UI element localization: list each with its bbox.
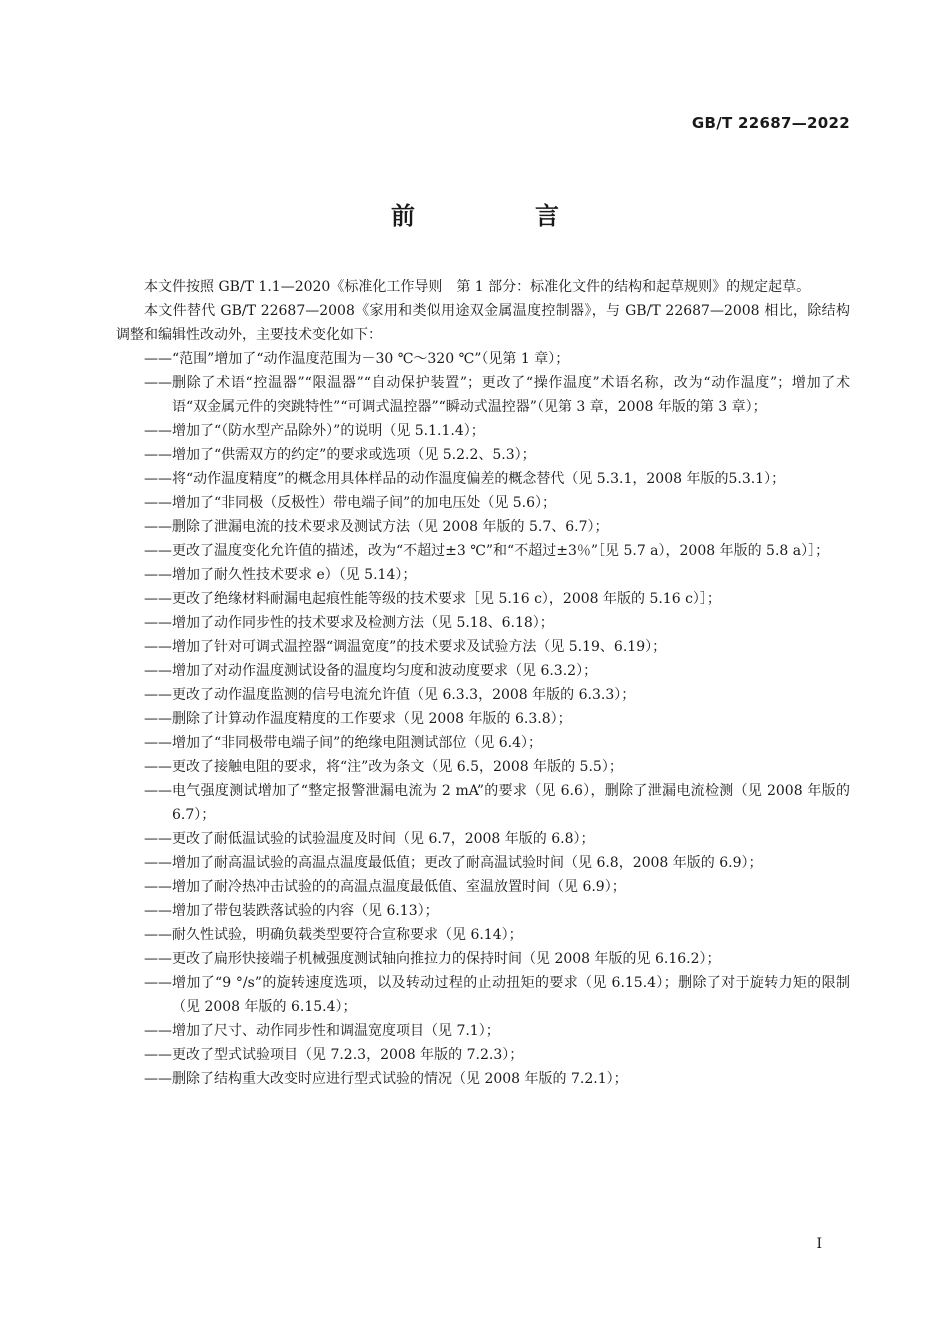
list-dash: —— — [144, 903, 172, 919]
change-item — [116, 419, 850, 443]
change-item — [116, 635, 850, 659]
change-item — [116, 1043, 850, 1067]
list-dash: —— — [144, 711, 172, 727]
change-item — [116, 851, 850, 875]
change-item-text: 更改了绝缘材料耐漏电起痕性能等级的技术要求［见 5.16 c），2008 年版的 5.16 c）］； — [172, 591, 721, 607]
change-item — [116, 371, 850, 419]
change-item-text: 将“动作温度精度”的概念用具体样品的动作温度偏差的概念替代（见 5.3.1，2008 年版的5.3.1）； — [172, 471, 786, 487]
change-item-text: 增加了“供需双方的约定”的要求或选项（见 5.2.2、5.3）； — [172, 447, 536, 463]
change-item-text: 增加了带包装跌落试验的内容（见 6.13）； — [172, 903, 439, 919]
change-item-text: 增加了耐高温试验的高温点温度最低值；更改了耐高温试验时间（见 6.8，2008 年版的 6.9）； — [172, 855, 763, 871]
change-item-text: 增加了尺寸、动作同步性和调温宽度项目（见 7.1）； — [172, 1023, 500, 1039]
list-dash: —— — [144, 447, 172, 463]
change-item-text: 电气强度测试增加了“整定报警泄漏电流为 2 mA”的要求（见 6.6），删除了泄漏电流检测（见 2008 年版的 6.7）； — [172, 783, 850, 823]
change-item — [116, 611, 850, 635]
change-item — [116, 731, 850, 755]
list-dash: —— — [144, 591, 172, 607]
change-item — [116, 491, 850, 515]
list-dash: —— — [144, 351, 172, 367]
list-dash: —— — [144, 879, 172, 895]
list-dash: —— — [144, 519, 172, 535]
list-dash: —— — [144, 495, 172, 511]
change-item-text: 更改了耐低温试验的试验温度及时间（见 6.7，2008 年版的 6.8）； — [172, 831, 595, 847]
change-item-text: 更改了动作温度监测的信号电流允许值（见 6.3.3，2008 年版的 6.3.3）； — [172, 687, 636, 703]
list-dash: —— — [144, 375, 172, 391]
change-item — [116, 875, 850, 899]
change-item — [116, 923, 850, 947]
change-item-text: 增加了动作同步性的技术要求及检测方法（见 5.18、6.18）； — [172, 615, 554, 631]
change-item — [116, 899, 850, 923]
list-dash: —— — [144, 735, 172, 751]
list-dash: —— — [144, 543, 172, 559]
change-item-text: 删除了泄漏电流的技术要求及测试方法（见 2008 年版的 5.7、6.7）； — [172, 519, 609, 535]
change-item — [116, 1067, 850, 1091]
change-item — [116, 1019, 850, 1043]
change-item — [116, 659, 850, 683]
list-dash: —— — [144, 423, 172, 439]
change-item-text: 增加了耐冷热冲击试验的的高温点温度最低值、室温放置时间（见 6.9）； — [172, 879, 626, 895]
list-dash: —— — [144, 687, 172, 703]
change-item-text: 增加了“非同极（反极性）带电端子间”的加电压处（见 5.6）； — [172, 495, 557, 511]
list-dash: —— — [144, 927, 172, 943]
change-item-text: 删除了术语“控温器”“限温器”“自动保护装置”；更改了“操作温度”术语名称，改为“动作温度”；增加了术语“双金属元件的突跳特性”“可调式温控器”“瞬动式温控器”（见第 3 章，2008 年版的第 3 章）； — [172, 375, 850, 415]
change-item — [116, 587, 850, 611]
change-item-text: 耐久性试验，明确负载类型要符合宣称要求（见 6.14）； — [172, 927, 523, 943]
list-dash: —— — [144, 783, 172, 799]
change-item — [116, 947, 850, 971]
list-dash: —— — [144, 1023, 172, 1039]
change-item — [116, 779, 850, 827]
list-dash: —— — [144, 831, 172, 847]
list-dash: —— — [144, 951, 172, 967]
list-dash: —— — [144, 471, 172, 487]
change-item-text: 增加了针对可调式温控器“调温宽度”的技术要求及试验方法（见 5.19、6.19）； — [172, 639, 667, 655]
list-dash: —— — [144, 759, 172, 775]
list-dash: —— — [144, 855, 172, 871]
paragraph-drafting-rule: 本文件按照 GB/T 1.1—2020《标准化工作导则 第 1 部分：标准化文件的结构和起草规则》的规定起草。 — [144, 279, 811, 295]
change-item — [116, 539, 850, 563]
change-item-text: 增加了对动作温度测试设备的温度均匀度和波动度要求（见 6.3.2）； — [172, 663, 598, 679]
change-item — [116, 443, 850, 467]
change-item — [116, 683, 850, 707]
standard-code: GB/T 22687—2022 — [691, 114, 850, 132]
change-item-text: 增加了“9 °/s”的旋转速度选项，以及转动过程的止动扭矩的要求（见 6.15.4）；删除了对于旋转力矩的限制（见 2008 年版的 6.15.4）； — [172, 975, 850, 1015]
change-item — [116, 563, 850, 587]
change-item-text: 增加了“（防水型产品除外）”的说明（见 5.1.1.4）； — [172, 423, 485, 439]
change-item-text: 更改了扁形快接端子机械强度测试轴向推拉力的保持时间（见 2008 年版的见 6.16.2）； — [172, 951, 721, 967]
page-number: I — [816, 1236, 822, 1252]
change-item-text: 删除了结构重大改变时应进行型式试验的情况（见 2008 年版的 7.2.1）； — [172, 1071, 628, 1087]
change-item — [116, 347, 850, 371]
change-item — [116, 971, 850, 1019]
change-item-text: 更改了型式试验项目（见 7.2.3，2008 年版的 7.2.3）； — [172, 1047, 524, 1063]
list-dash: —— — [144, 975, 172, 991]
list-dash: —— — [144, 615, 172, 631]
change-item-text: 更改了接触电阻的要求，将“注”改为条文（见 6.5，2008 年版的 5.5）； — [172, 759, 623, 775]
change-item-text: “范围”增加了“动作温度范围为－30 ℃～320 ℃”（见第 1 章）； — [172, 351, 570, 367]
change-item — [116, 515, 850, 539]
change-item-text: 增加了“非同极带电端子间”的绝缘电阻测试部位（见 6.4）； — [172, 735, 543, 751]
paragraph-replacement-note: 本文件替代 GB/T 22687—2008《家用和类似用途双金属温度控制器》，与 GB/T 22687—2008 相比，除结构调整和编辑性改动外，主要技术变化如下： — [116, 303, 850, 343]
list-dash: —— — [144, 1047, 172, 1063]
change-item-text: 更改了温度变化允许值的描述，改为“不超过±3 ℃”和“不超过±3％”［见 5.7 a），2008 年版的 5.8 a）］； — [172, 543, 830, 559]
list-dash: —— — [144, 663, 172, 679]
change-item — [116, 467, 850, 491]
change-item — [116, 755, 850, 779]
change-item — [116, 827, 850, 851]
change-item-text: 增加了耐久性技术要求 e）（见 5.14）； — [172, 567, 417, 583]
list-dash: —— — [144, 1071, 172, 1087]
list-dash: —— — [144, 639, 172, 655]
change-item — [116, 707, 850, 731]
foreword-body — [116, 275, 850, 1091]
list-dash: —— — [144, 567, 172, 583]
technical-changes-list — [116, 347, 850, 1091]
change-item-text: 删除了计算动作温度精度的工作要求（见 2008 年版的 6.3.8）； — [172, 711, 572, 727]
section-title: 前 言 — [391, 202, 607, 230]
